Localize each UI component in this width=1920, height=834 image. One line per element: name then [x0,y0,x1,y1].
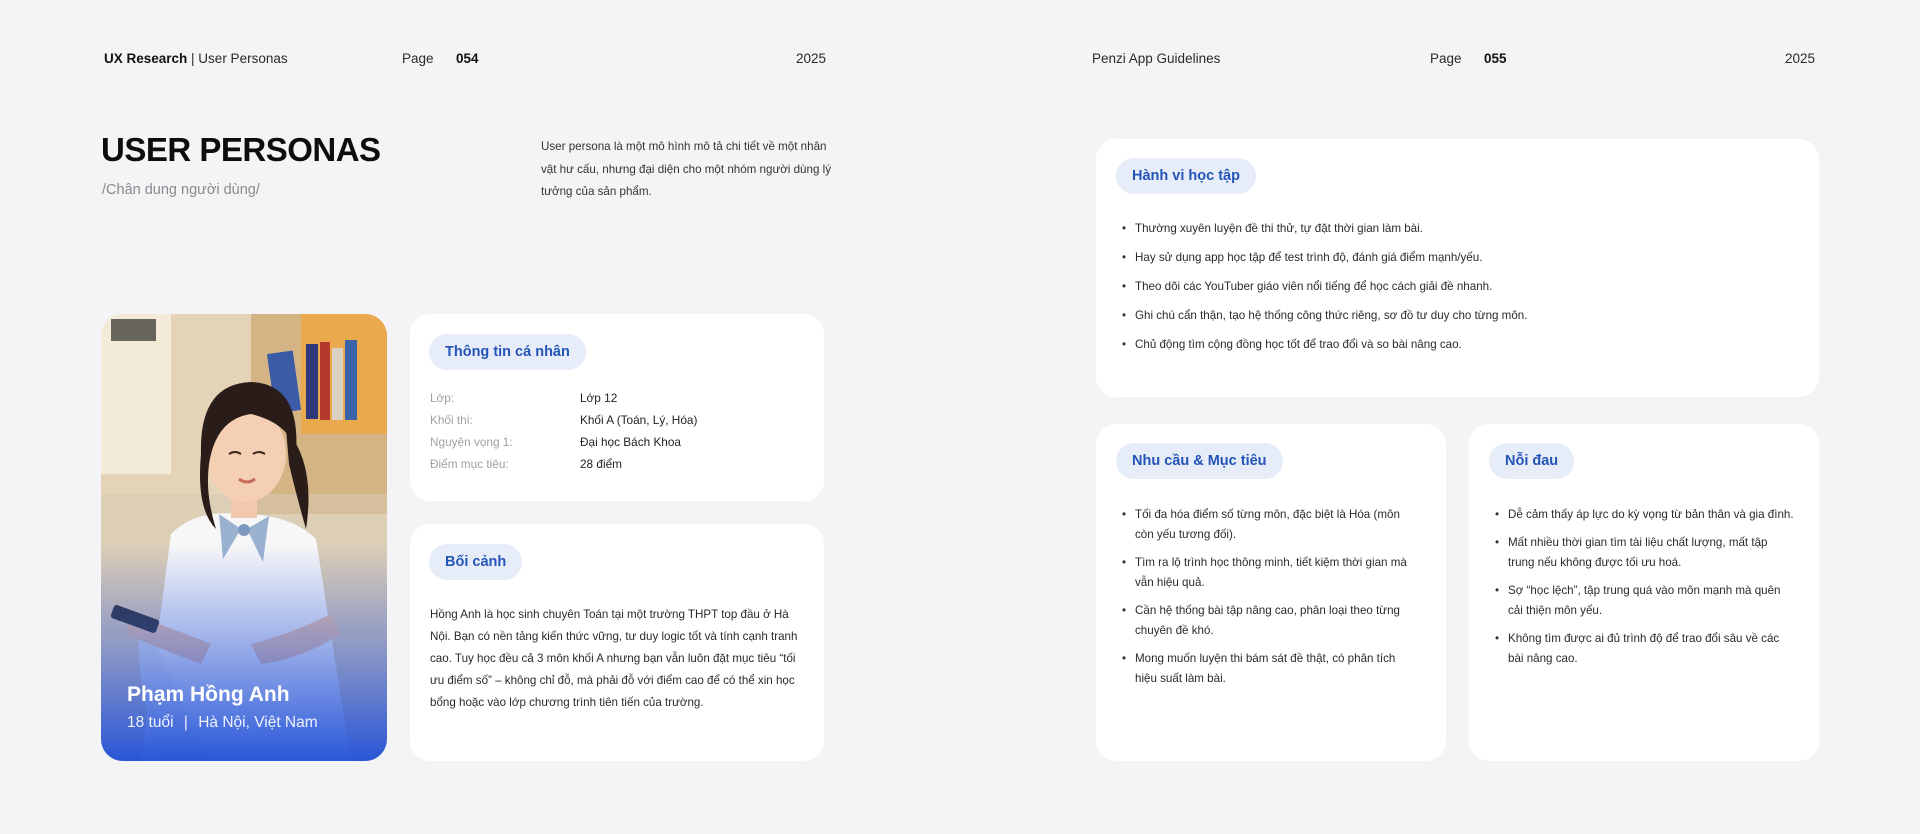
persona-photo-card [101,314,387,761]
header-page-label-left: Page [402,51,434,66]
needs-goals-card [1096,424,1446,761]
persona-location: Hà Nội, Việt Nam [198,714,318,731]
persona-age: 18 tuổi [127,714,174,731]
list-item: • Tối đa hóa điểm số từng môn, đặc biệt là Hóa (môn còn yếu tương đối). [1122,505,1417,545]
header-page-label-right: Page [1430,51,1462,66]
header-brand-right: Penzi App Guidelines [1092,51,1221,66]
learning-behavior-heading: Hành vi học tập [1116,158,1256,194]
info-label: Khối thi: [430,413,473,427]
pain-points-list [1495,505,1795,669]
info-value: 28 điểm [580,457,622,471]
context-text: Hồng Anh là học sinh chuyên Toán tại một trường THPT top đầu ở Hà Nội. Bạn có nền tảng kiến thức vững, tư duy logic tốt và tính cạnh tranh cao. Tuy học đều cả 3 môn khối A nhưng bạn vẫn luôn đặt mục tiêu “tối ưu điểm số” – không chỉ đỗ, mà phải đỗ với điểm cao để có thể xin học bổng hoặc vào lớp chương trình tiên tiến của trường. [430,608,798,709]
context-heading: Bối cảnh [429,544,522,580]
info-value: Lớp 12 [580,391,618,405]
info-label: Nguyện vọng 1: [430,435,513,449]
list-item: • Mong muốn luyện thi bám sát đề thật, có phân tích hiệu suất làm bài. [1122,649,1417,689]
list-item: • Không tìm được ai đủ trình độ để trao đổi sâu về các bài nâng cao. [1495,629,1795,669]
pain-points-card [1469,424,1819,761]
learning-behavior-card [1096,139,1819,397]
persona-separator: | [183,714,188,731]
pain-points-heading: Nỗi đau [1489,443,1574,479]
info-label: Lớp: [430,391,455,405]
header-brand-left [104,51,288,66]
needs-goals-list [1122,505,1417,689]
list-item: • Dễ cảm thấy áp lực do kỳ vọng từ bản thân và gia đình. [1495,505,1795,525]
header-year-left: 2025 [796,51,827,66]
info-value: Đại học Bách Khoa [580,435,681,449]
persona-name: Phạm Hồng Anh [127,683,290,706]
personal-info-card [410,314,824,501]
learning-behavior-list [1122,219,1792,355]
personal-info-heading: Thông tin cá nhân [429,334,586,370]
list-item: • Ghi chú cẩn thận, tạo hệ thống công thức riêng, sơ đồ tư duy cho từng môn. [1122,306,1792,326]
info-label: Điểm mục tiêu: [430,457,509,471]
intro-paragraph: User persona là một mô hình mô tả chi tiết về một nhân vật hư cấu, nhưng đại diện cho một nhóm người dùng lý tưởng của sản phẩm. [541,140,831,198]
list-item: • Chủ động tìm cộng đồng học tốt để trao đổi và so bài nâng cao. [1122,335,1792,355]
header-brand-bold: UX Research [104,51,188,66]
list-item: • Mất nhiều thời gian tìm tài liệu chất lượng, mất tập trung nếu không được tối ưu hoá. [1495,533,1795,573]
list-item: • Sợ “học lệch”, tập trung quá vào môn mạnh mà quên cải thiện môn yếu. [1495,581,1795,621]
header-brand-rest: | User Personas [187,51,288,66]
list-item: • Tìm ra lộ trình học thông minh, tiết kiệm thời gian mà vẫn hiệu quả. [1122,553,1417,593]
list-item: • Theo dõi các YouTuber giáo viên nổi tiếng để học cách giải đề nhanh. [1122,277,1792,297]
list-item: • Hay sử dụng app học tập để test trình độ, đánh giá điểm mạnh/yếu. [1122,248,1792,268]
list-item: • Cần hệ thống bài tập nâng cao, phân loại theo từng chuyên đề khó. [1122,601,1417,641]
page-subtitle: /Chân dung người dùng/ [102,182,260,198]
page-title: USER PERSONAS [101,131,381,168]
persona-meta [127,714,318,732]
header-page-number-left: 054 [456,51,479,66]
info-value: Khối A (Toán, Lý, Hóa) [580,413,698,427]
list-item: • Thường xuyên luyện đề thi thử, tự đặt thời gian làm bài. [1122,219,1792,239]
header-year-right: 2025 [1785,51,1816,66]
header-page-number-right: 055 [1484,51,1507,66]
context-card [410,524,824,761]
needs-goals-heading: Nhu cầu & Mục tiêu [1116,443,1283,479]
